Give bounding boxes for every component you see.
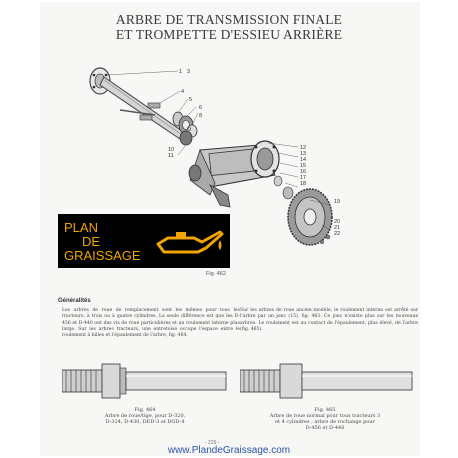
logo-word-graissage: GRAISSAGE <box>64 248 141 263</box>
shaft-465-desc-1: Arbre de roue normal pour tous tracteurs 3 <box>269 413 381 419</box>
title-line-1: ARBRE DE TRANSMISSION FINALE <box>115 12 343 27</box>
callout-8: 8 <box>199 113 203 119</box>
shaft-465-desc-2: et 4 cylindres ; arbre de rochange pour <box>275 419 375 425</box>
callout-10: 10 <box>168 147 175 153</box>
callout-13: 13 <box>300 151 307 157</box>
footer-website-link[interactable]: www.PlandeGraissage.com <box>167 445 291 456</box>
final-drive-gear <box>288 189 332 245</box>
callout-14: 14 <box>300 157 307 163</box>
shaft-figure-464 <box>62 360 232 400</box>
shaft-465-caption <box>240 407 410 431</box>
callout-18: 18 <box>300 181 307 187</box>
callout-21: 21 <box>334 225 341 231</box>
section-heading: Généralités <box>58 298 91 304</box>
shaft-464-fig-label: Fig. 464 <box>134 407 156 413</box>
callout-19: 19 <box>334 199 341 205</box>
callout-17: 17 <box>300 175 307 181</box>
callout-9: 9 <box>188 127 192 133</box>
callout-1: 1 <box>179 69 183 75</box>
main-figure-caption: Fig. 462 <box>206 271 226 277</box>
document-title <box>0 12 458 42</box>
callout-11: 11 <box>168 153 174 159</box>
upper-shaft-assembly <box>90 68 197 145</box>
callout-6: 6 <box>199 105 203 111</box>
callout-4: 4 <box>181 89 185 95</box>
callout-20: 20 <box>334 219 341 225</box>
right-paragraph: Sur les arbres de roue ancien modèle, le roulement interne est arrêté sur l'arbre par un jonc (15), fig. 463. Ce jonc n'existe plus sur les nouveaux arbres. Le roulement est au contact de l'épaulement, plus élevé, de l'arbre (fig. 465). <box>240 308 418 332</box>
oil-can-icon <box>154 222 226 262</box>
callout-16: 16 <box>300 169 307 175</box>
shaft-464-caption <box>80 407 210 425</box>
callout-22: 22 <box>334 231 341 237</box>
page-number: - 229 - <box>205 440 220 446</box>
shaft-464-desc-2: D-324, D-430, DED-3 et DGD-4 <box>105 419 185 425</box>
title-line-2: ET TROMPETTE D'ESSIEU ARRIÈRE <box>115 27 343 42</box>
plan-de-graissage-logo <box>58 214 230 268</box>
shaft-465-desc-3: D-456 et D-440 <box>305 425 345 431</box>
left-paragraph: Les arbres de roue de remplacement sont les mêmes pour tous les tracteurs, à trois ou à quatre cylindres. La seule différence est que les D-456 et D-440 ont des vis de roue particulières et un roulement interne plus large. Sur les arbres tracteurs, une entretoise occupe l'espace entre le roulement à billes et l'épaulement de l'arbre, fig. 464. <box>62 308 240 339</box>
shaft-figure-465 <box>240 360 420 400</box>
axle-trumpet-housing <box>189 141 293 207</box>
logo-word-de: DE <box>82 234 101 249</box>
callout-5: 5 <box>189 97 193 103</box>
shaft-464-desc-1: Arbre de roue/tige, pour D-320, <box>104 413 186 419</box>
callout-numbers-upper <box>168 69 202 159</box>
logo-word-plan: PLAN <box>64 220 98 235</box>
callout-12: 12 <box>300 145 307 151</box>
shaft-465-fig-label: Fig. 465 <box>314 407 336 413</box>
callout-3: 3 <box>187 69 191 75</box>
callout-15: 15 <box>300 163 307 169</box>
